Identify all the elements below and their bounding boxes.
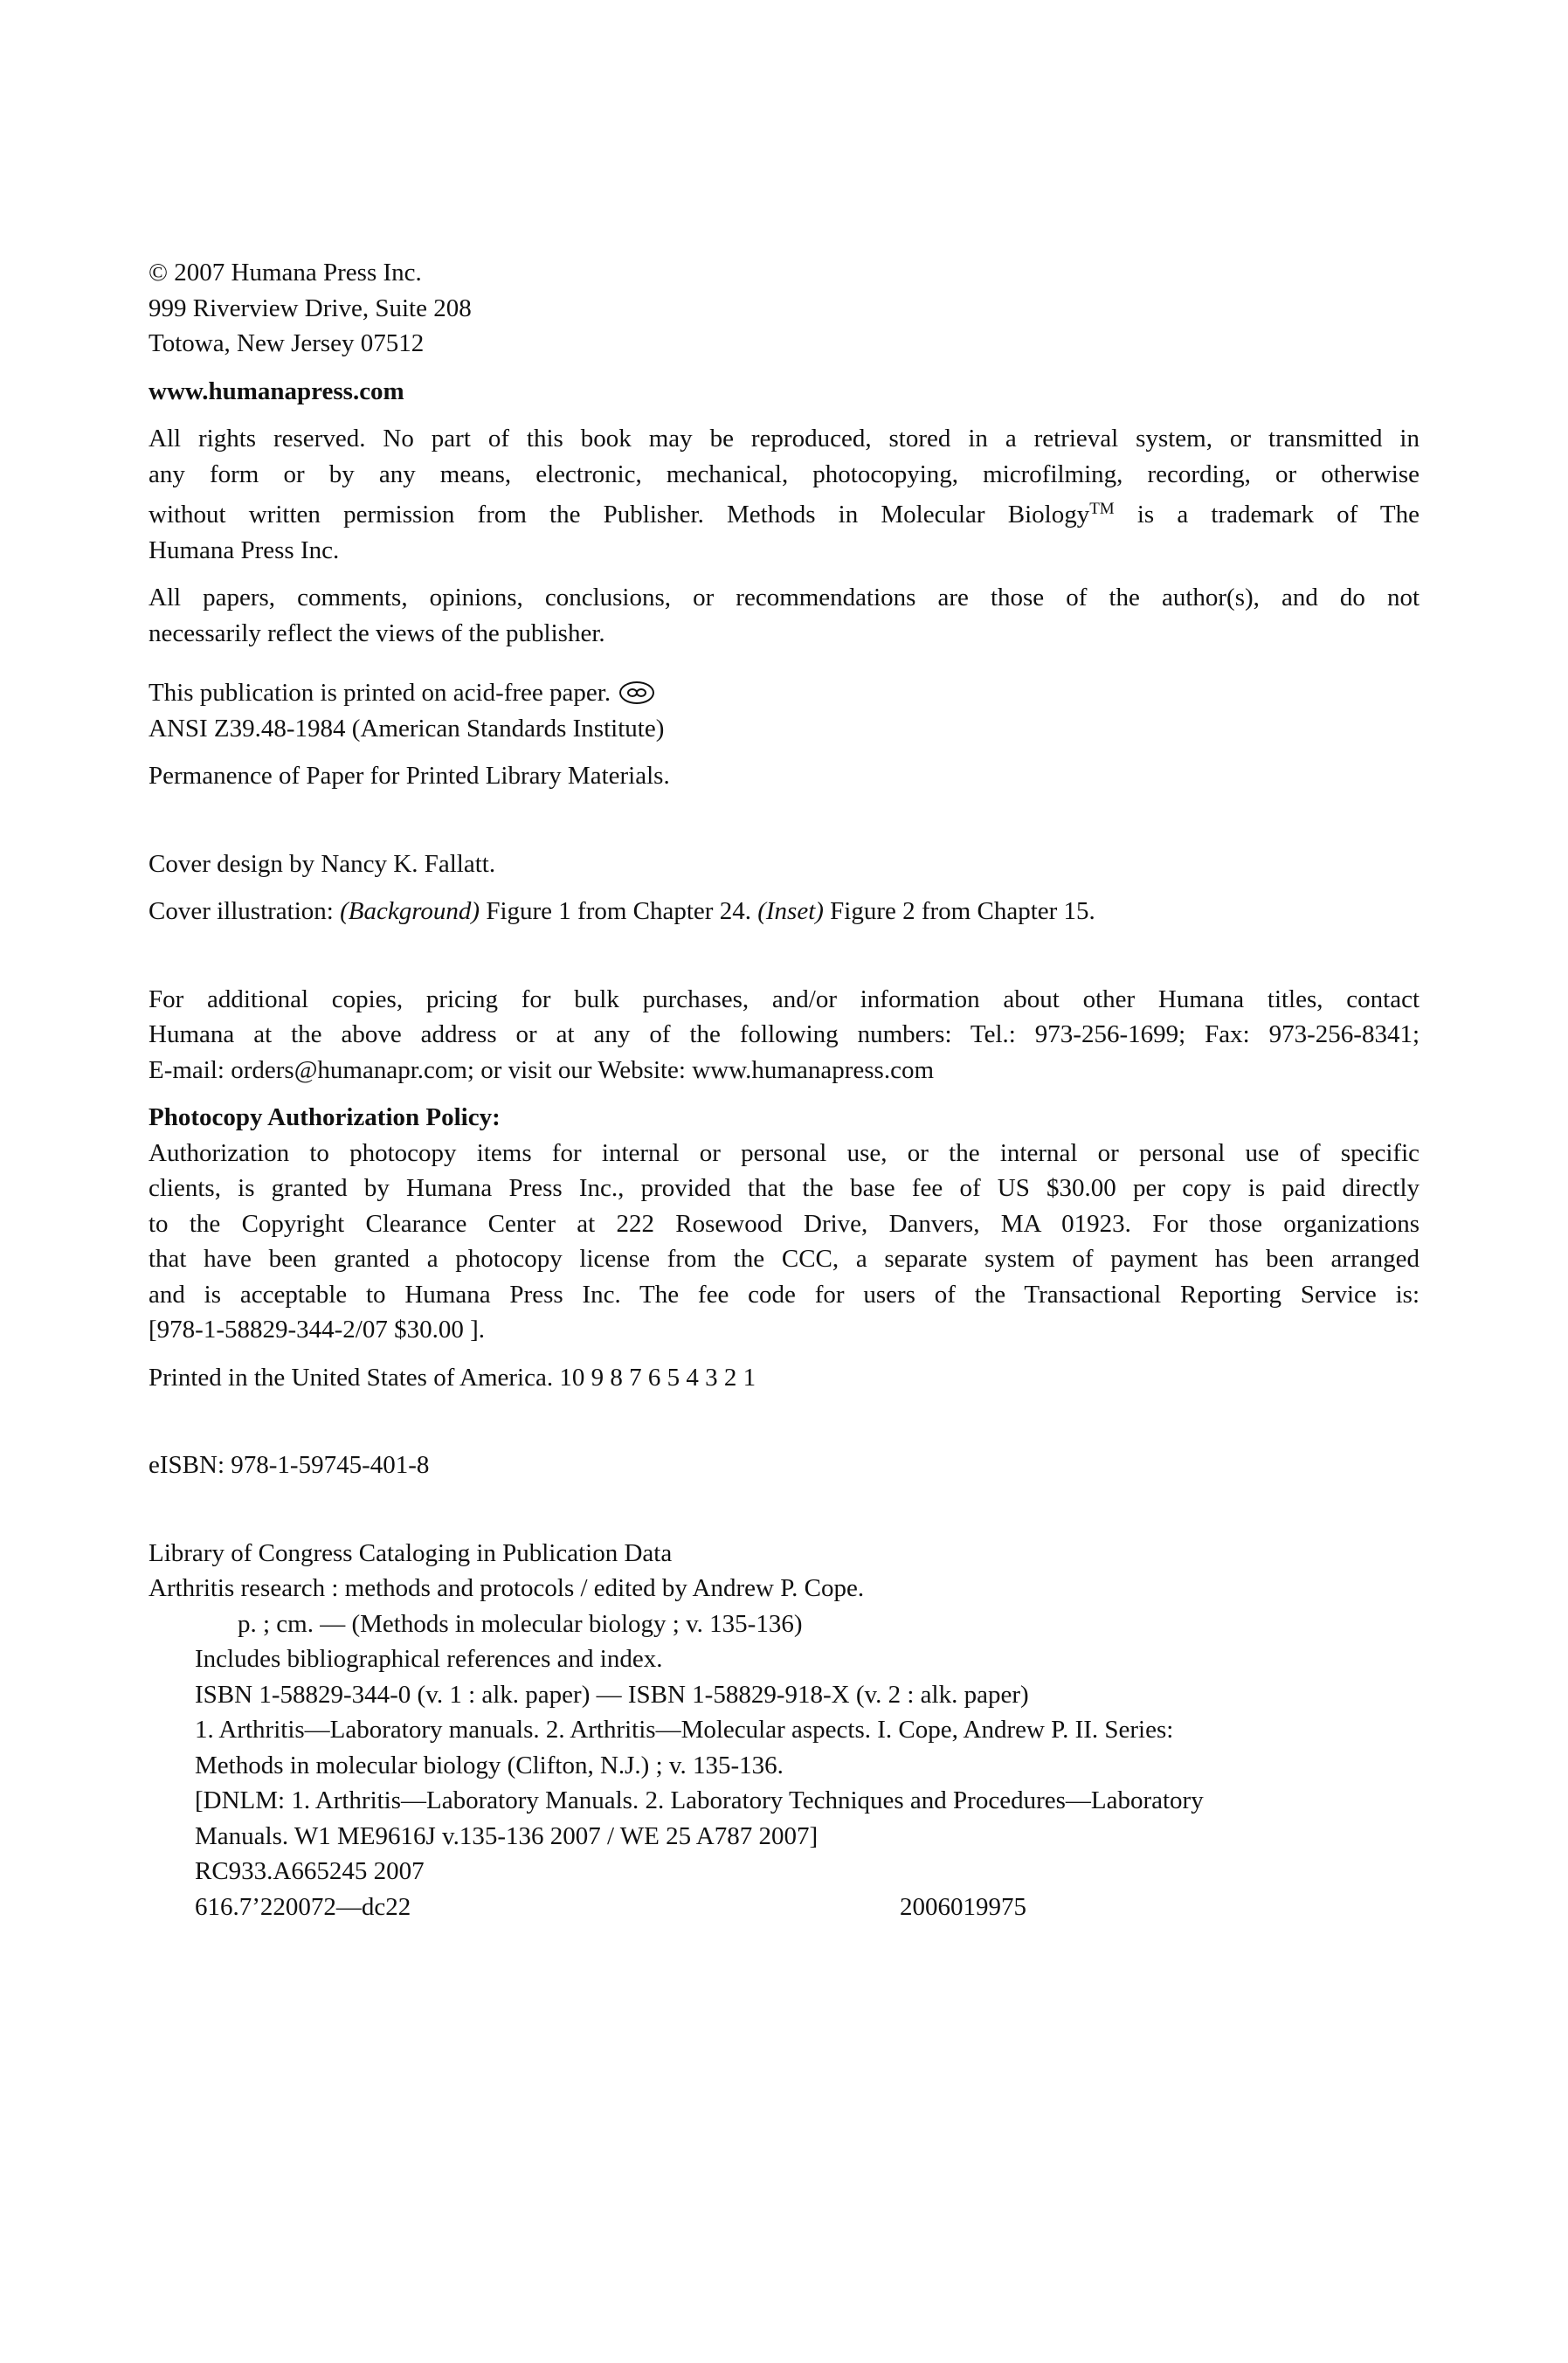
cover-illus-post: Figure 2 from Chapter 15. (823, 897, 1095, 925)
photocopy-line-4: that have been granted a photocopy license from the CCC, a separate system of payment has been arranged (149, 1245, 1419, 1273)
rights-line-2: any form or by any means, electronic, mechanical, photocopying, microfilming, recording, or otherwise (149, 459, 1419, 488)
opinions-line-2: necessarily reflect the views of the publisher. (149, 618, 605, 647)
copyright-page (149, 255, 1419, 1924)
cip-line-6: 1. Arthritis—Laboratory manuals. 2. Arthritis—Molecular aspects. I. Cope, Andrew P. II. Series: (195, 1716, 1174, 1744)
cip-line-2: Arthritis research : methods and protocols / edited by Andrew P. Cope. (149, 1574, 865, 1602)
printed-block (149, 1360, 1419, 1396)
trademark-mark: TM (1089, 500, 1115, 518)
cip-dewey-row (149, 1890, 1419, 1925)
copies-line-1: For additional copies, pricing for bulk purchases, and/or information about other Humana titles, contact (149, 985, 1419, 1013)
photocopy-heading: Photocopy Authorization Policy: (149, 1103, 501, 1131)
opinions-paragraph (149, 580, 1419, 651)
acid-free-text: This publication is printed on acid-free paper. (149, 679, 611, 707)
cip-line-8: [DNLM: 1. Arthritis—Laboratory Manuals. 2. Laboratory Techniques and Procedures—Laboratory (195, 1786, 1204, 1814)
rights-line-4: Humana Press Inc. (149, 535, 340, 564)
infinity-circle-icon (619, 681, 654, 704)
cover-illustration-line (149, 894, 1419, 929)
ansi-line: ANSI Z39.48-1984 (American Standards Institute) (149, 714, 665, 743)
lccn-number: 2006019975 (900, 1892, 1026, 1921)
acid-free-line (149, 675, 1419, 711)
photocopy-line-1: Authorization to photocopy items for internal or personal use, or the internal or personal use of specific (149, 1138, 1419, 1167)
cip-line-7: Methods in molecular biology (Clifton, N.J.) ; v. 135-136. (195, 1751, 784, 1779)
opinions-line-1: All papers, comments, opinions, conclusions, or recommendations are those of the author(s), and do not (149, 584, 1419, 611)
copies-line-3: E-mail: orders@humanapr.com; or visit our Website: www.humanapress.com (149, 1055, 935, 1084)
copies-line-2: Humana at the above address or at any of the following numbers: Tel.: 973-256-1699; Fax: 973-256-8341; (149, 1020, 1419, 1048)
dewey-number: 616.7’220072—dc22 (195, 1892, 411, 1921)
cover-illus-pre: Cover illustration: (149, 897, 341, 925)
publisher-address-block (149, 255, 1419, 362)
rights-line-3-post: is a trademark of The (1114, 501, 1419, 529)
photocopy-line-3: to the Copyright Clearance Center at 222 Rosewood Drive, Danvers, MA 01923. For those organizations (149, 1209, 1419, 1238)
cover-block (149, 846, 1419, 929)
cover-illus-inset: (Inset) (757, 897, 824, 925)
cip-line-10: RC933.A665245 2007 (195, 1857, 425, 1885)
address-line-2: Totowa, New Jersey 07512 (149, 329, 425, 357)
cip-data-block (149, 1536, 1419, 1925)
copyright-line: © 2007 Humana Press Inc. (149, 259, 422, 287)
photocopy-line-6: [978-1-58829-344-2/07 $30.00 ]. (149, 1316, 486, 1344)
cip-line-5: ISBN 1-58829-344-0 (v. 1 : alk. paper) — ISBN 1-58829-918-X (v. 2 : alk. paper) (195, 1680, 1029, 1709)
photocopy-line-5: and is acceptable to Humana Press Inc. The fee code for users of the Transactional Reporting Service is: (149, 1280, 1419, 1309)
cover-design-line: Cover design by Nancy K. Fallatt. (149, 849, 496, 878)
eisbn-line: eISBN: 978-1-59745-401-8 (149, 1451, 430, 1479)
photocopy-line-2: clients, is granted by Humana Press Inc., provided that the base fee of US $30.00 per copy is paid directly (149, 1174, 1419, 1202)
permanence-line: Permanence of Paper for Printed Library Materials. (149, 762, 670, 790)
rights-paragraph (149, 421, 1419, 568)
photocopy-policy (149, 1100, 1419, 1348)
eisbn-block (149, 1448, 1419, 1483)
website-block (149, 374, 1419, 410)
printed-line: Printed in the United States of America. 10 9 8 7 6 5 4 3 2 1 (149, 1363, 756, 1392)
website-url: www.humanapress.com (149, 377, 404, 405)
paper-block (149, 675, 1419, 794)
cover-illus-mid: Figure 1 from Chapter 24. (480, 897, 758, 925)
copies-paragraph (149, 982, 1419, 1088)
rights-line-1: All rights reserved. No part of this book may be reproduced, stored in a retrieval system, or transmitted in (149, 425, 1419, 453)
cip-line-9: Manuals. W1 ME9616J v.135-136 2007 / WE 25 A787 2007] (195, 1821, 819, 1850)
rights-line-3 (149, 492, 1419, 533)
cover-illus-background: (Background) (340, 897, 480, 925)
cip-line-1: Library of Congress Cataloging in Publication Data (149, 1538, 673, 1567)
cip-line-4: Includes bibliographical references and index. (195, 1645, 663, 1673)
cip-line-3: p. ; cm. — (Methods in molecular biology ; v. 135-136) (238, 1609, 803, 1638)
address-line-1: 999 Riverview Drive, Suite 208 (149, 294, 472, 322)
rights-line-3-pre: without written permission from the Publisher. Methods in Molecular Biology (149, 501, 1090, 529)
